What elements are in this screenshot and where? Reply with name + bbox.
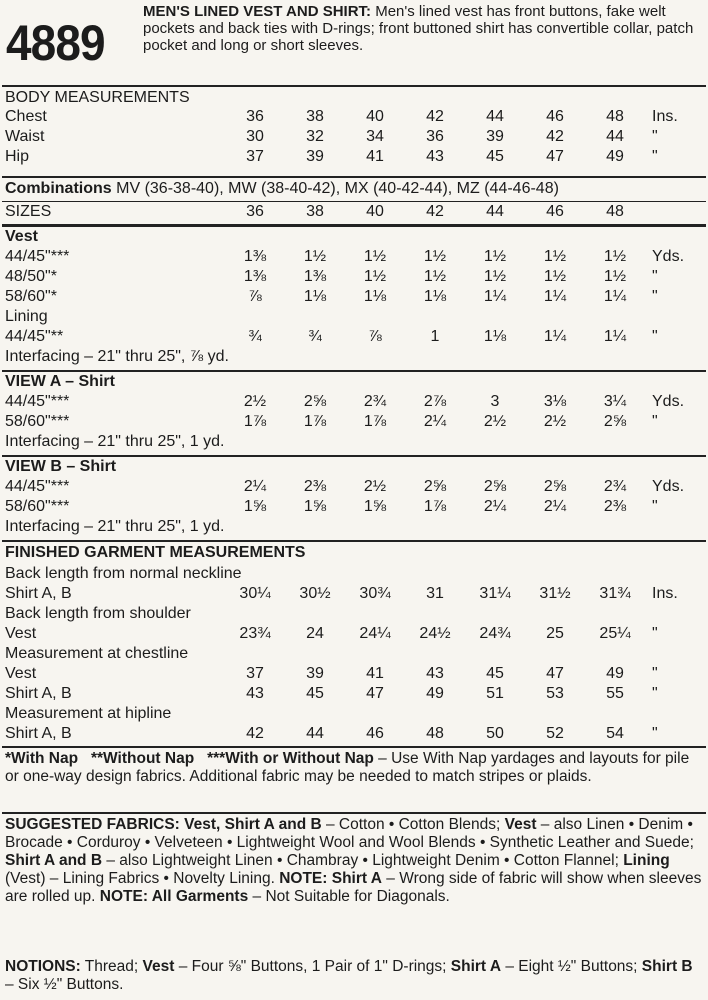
unit-label: Ins. bbox=[652, 585, 678, 602]
size-column-header: 38 bbox=[306, 203, 324, 220]
size-value: 37 bbox=[246, 665, 264, 682]
fabrics-strong: NOTE: All Garments bbox=[99, 888, 249, 905]
size-value: 1⅛ bbox=[423, 288, 447, 305]
nap-note bbox=[5, 750, 703, 786]
size-value: 2¾ bbox=[603, 478, 627, 495]
size-value: 31¾ bbox=[599, 585, 631, 602]
size-value: 2½ bbox=[363, 478, 387, 495]
size-value: 47 bbox=[546, 665, 564, 682]
size-value: 54 bbox=[606, 725, 624, 742]
row-label: Shirt A, B bbox=[5, 585, 72, 602]
divider bbox=[2, 455, 706, 457]
size-value: 2½ bbox=[543, 413, 567, 430]
size-value: 23¾ bbox=[239, 625, 271, 642]
size-value: 43 bbox=[426, 148, 444, 165]
size-value: 1⅝ bbox=[303, 498, 327, 515]
combinations-line bbox=[5, 180, 559, 198]
size-value: 51 bbox=[486, 685, 504, 702]
size-value: 31½ bbox=[539, 585, 571, 602]
unit-label: " bbox=[652, 498, 658, 515]
size-value: 40 bbox=[366, 108, 384, 125]
divider bbox=[2, 370, 706, 372]
size-value: 2⅝ bbox=[483, 478, 507, 495]
fabrics-strong: Vest bbox=[504, 816, 537, 833]
size-value: ⅞ bbox=[368, 328, 382, 345]
size-value: 41 bbox=[366, 148, 384, 165]
size-value: 1½ bbox=[423, 248, 447, 265]
finished-subheading: Measurement at chestline bbox=[5, 645, 189, 662]
row-label: 44/45"*** bbox=[5, 248, 70, 265]
sizes-label: SIZES bbox=[5, 203, 52, 220]
size-value: 42 bbox=[246, 725, 264, 742]
notions-text: – Eight ½" Buttons; bbox=[501, 958, 642, 975]
row-label: Vest bbox=[5, 665, 37, 682]
size-value: 1¼ bbox=[543, 288, 567, 305]
size-value: 46 bbox=[366, 725, 384, 742]
with-or-without-nap-key: ***With or Without Nap bbox=[207, 750, 374, 767]
size-column-header: 42 bbox=[426, 203, 444, 220]
size-value: 49 bbox=[606, 148, 624, 165]
size-value: 1½ bbox=[423, 268, 447, 285]
size-column-header: 36 bbox=[246, 203, 264, 220]
size-value: 30½ bbox=[299, 585, 331, 602]
size-value: 2⅝ bbox=[603, 413, 627, 430]
pattern-number: 4889 bbox=[6, 15, 105, 71]
combinations-label: Combinations bbox=[5, 180, 112, 197]
divider bbox=[2, 176, 706, 178]
with-nap-key: *With Nap bbox=[5, 750, 79, 767]
size-value: 39 bbox=[306, 665, 324, 682]
size-value: 36 bbox=[246, 108, 264, 125]
pattern-description bbox=[143, 3, 703, 54]
size-value: 2¼ bbox=[243, 478, 267, 495]
size-value: 1⅛ bbox=[363, 288, 387, 305]
size-value: 1⅜ bbox=[243, 248, 267, 265]
unit-label: " bbox=[652, 328, 658, 345]
size-value: 1⅛ bbox=[483, 328, 507, 345]
unit-label: " bbox=[652, 288, 658, 305]
row-label: Chest bbox=[5, 108, 47, 125]
unit-label: " bbox=[652, 128, 658, 145]
size-value: 55 bbox=[606, 685, 624, 702]
size-value: 1⅝ bbox=[363, 498, 387, 515]
size-value: 1½ bbox=[363, 268, 387, 285]
view-a-interfacing: Interfacing – 21" thru 25", 1 yd. bbox=[5, 433, 225, 450]
size-value: 44 bbox=[606, 128, 624, 145]
size-value: 30¾ bbox=[359, 585, 391, 602]
size-value: 38 bbox=[306, 108, 324, 125]
size-value: 2⅜ bbox=[603, 498, 627, 515]
size-value: 30¼ bbox=[239, 585, 271, 602]
size-value: 48 bbox=[426, 725, 444, 742]
notions-strong: Shirt B bbox=[641, 958, 693, 975]
size-value: 1⅜ bbox=[243, 268, 267, 285]
size-value: 1½ bbox=[303, 248, 327, 265]
size-value: 1¼ bbox=[543, 328, 567, 345]
row-label: Vest bbox=[5, 625, 37, 642]
row-label: 48/50"* bbox=[5, 268, 57, 285]
divider bbox=[2, 201, 706, 202]
divider bbox=[2, 85, 706, 87]
size-value: 31 bbox=[426, 585, 444, 602]
finished-header: FINISHED GARMENT MEASUREMENTS bbox=[5, 544, 306, 561]
fabrics-text: – Wrong side of fabric will show when sleeves are rolled up. bbox=[5, 870, 702, 905]
size-value: 1½ bbox=[543, 248, 567, 265]
size-value: 1¼ bbox=[603, 288, 627, 305]
description-title: MEN'S LINED VEST AND SHIRT: bbox=[143, 3, 372, 20]
size-value: 1½ bbox=[483, 248, 507, 265]
size-value: 1⅞ bbox=[243, 413, 267, 430]
size-value: 1½ bbox=[483, 268, 507, 285]
fabrics-strong: Vest, Shirt A and B bbox=[184, 816, 322, 833]
size-value: 1⅞ bbox=[423, 498, 447, 515]
size-value: 1 bbox=[430, 328, 440, 345]
combinations-text: MV (36-38-40), MW (38-40-42), MX (40-42-44), MZ (44-46-48) bbox=[116, 180, 559, 197]
row-label: 58/60"*** bbox=[5, 413, 70, 430]
size-value: ¾ bbox=[248, 328, 262, 345]
size-value: 43 bbox=[426, 665, 444, 682]
unit-label: Yds. bbox=[652, 248, 685, 265]
finished-subheading: Back length from shoulder bbox=[5, 605, 191, 622]
size-column-header: 46 bbox=[546, 203, 564, 220]
notions-strong: Vest bbox=[142, 958, 175, 975]
size-value: 1½ bbox=[543, 268, 567, 285]
vest-interfacing: Interfacing – 21" thru 25", ⅞ yd. bbox=[5, 348, 229, 365]
size-value: 43 bbox=[246, 685, 264, 702]
size-value: 24¾ bbox=[479, 625, 511, 642]
divider bbox=[2, 540, 706, 542]
row-label: 58/60"* bbox=[5, 288, 57, 305]
size-value: 3 bbox=[490, 393, 500, 410]
notions-text: Thread; bbox=[80, 958, 143, 975]
nap-note-text: – Use With Nap yardages and layouts for pile or one-way design fabrics. Additional fabric may be needed to match stripes or plaids. bbox=[5, 750, 690, 785]
size-value: ¾ bbox=[308, 328, 322, 345]
size-value: 45 bbox=[306, 685, 324, 702]
size-value: 24¼ bbox=[359, 625, 391, 642]
divider bbox=[2, 224, 706, 227]
row-label: 44/45"** bbox=[5, 328, 64, 345]
size-value: 49 bbox=[426, 685, 444, 702]
size-column-header: 48 bbox=[606, 203, 624, 220]
finished-subheading: Back length from normal neckline bbox=[5, 565, 242, 582]
unit-label: Yds. bbox=[652, 393, 685, 410]
size-value: 2½ bbox=[483, 413, 507, 430]
unit-label: " bbox=[652, 665, 658, 682]
size-value: 49 bbox=[606, 665, 624, 682]
size-value: 34 bbox=[366, 128, 384, 145]
finished-subheading: Measurement at hipline bbox=[5, 705, 172, 722]
fabrics-strong: Lining bbox=[623, 852, 670, 869]
size-value: 47 bbox=[366, 685, 384, 702]
fabrics-text: – Not Suitable for Diagonals. bbox=[248, 888, 450, 905]
fabrics-text: (Vest) – Lining Fabrics • Novelty Lining. bbox=[5, 870, 280, 887]
size-value: 1⅞ bbox=[303, 413, 327, 430]
size-value: 1⅜ bbox=[303, 268, 327, 285]
size-value: 48 bbox=[606, 108, 624, 125]
description-text: Men's lined vest has front buttons, fake welt pockets and back ties with D-rings; front buttoned shirt has convertible collar, patch pocket and long or short sleeves. bbox=[143, 3, 694, 54]
size-value: 46 bbox=[546, 108, 564, 125]
divider bbox=[2, 812, 706, 814]
notions-label: NOTIONS: bbox=[5, 958, 81, 975]
size-value: 1⅛ bbox=[303, 288, 327, 305]
size-value: 36 bbox=[426, 128, 444, 145]
size-value: 2¼ bbox=[543, 498, 567, 515]
size-value: 39 bbox=[486, 128, 504, 145]
size-value: 2¾ bbox=[363, 393, 387, 410]
size-column-header: 44 bbox=[486, 203, 504, 220]
size-value: 31¼ bbox=[479, 585, 511, 602]
fabrics-strong: Shirt A and B bbox=[5, 852, 103, 869]
size-value: 2½ bbox=[243, 393, 267, 410]
size-value: 45 bbox=[486, 148, 504, 165]
notions-text: – Four ⅝" Buttons, 1 Pair of 1" D-rings; bbox=[174, 958, 451, 975]
unit-label: " bbox=[652, 413, 658, 430]
size-value: 44 bbox=[486, 108, 504, 125]
size-value: 3⅛ bbox=[543, 393, 567, 410]
size-value: 1⅞ bbox=[363, 413, 387, 430]
unit-label: " bbox=[652, 148, 658, 165]
unit-label: Ins. bbox=[652, 108, 678, 125]
size-value: 47 bbox=[546, 148, 564, 165]
fabrics-text: – also Lightweight Linen • Chambray • Lightweight Denim • Cotton Flannel; bbox=[102, 852, 624, 869]
row-label: 44/45"*** bbox=[5, 393, 70, 410]
row-label: Hip bbox=[5, 148, 30, 165]
fabrics-text: – Cotton • Cotton Blends; bbox=[321, 816, 505, 833]
size-value: 2⅞ bbox=[423, 393, 447, 410]
unit-label: " bbox=[652, 268, 658, 285]
size-value: 25 bbox=[546, 625, 564, 642]
size-value: 52 bbox=[546, 725, 564, 742]
unit-label: " bbox=[652, 625, 658, 642]
size-value: 50 bbox=[486, 725, 504, 742]
view-a-header: VIEW A – Shirt bbox=[5, 373, 115, 390]
row-label: Shirt A, B bbox=[5, 685, 72, 702]
size-value: 1⅝ bbox=[243, 498, 267, 515]
vest-header: Vest bbox=[5, 228, 38, 245]
size-value: 32 bbox=[306, 128, 324, 145]
size-column-header: 40 bbox=[366, 203, 384, 220]
size-value: 1½ bbox=[363, 248, 387, 265]
row-label: 58/60"*** bbox=[5, 498, 70, 515]
unit-label: Yds. bbox=[652, 478, 685, 495]
size-value: 30 bbox=[246, 128, 264, 145]
size-value: 42 bbox=[546, 128, 564, 145]
unit-label: " bbox=[652, 725, 658, 742]
size-value: 2⅜ bbox=[303, 478, 327, 495]
size-value: 3¼ bbox=[603, 393, 627, 410]
row-label: Waist bbox=[5, 128, 45, 145]
fabrics-text: – also Linen • Denim • Brocade • Corduroy • Velveteen • Lightweight Wool and Wool Blends • Synthetic Leather and Suede; bbox=[5, 816, 694, 851]
size-value: 53 bbox=[546, 685, 564, 702]
size-value: 41 bbox=[366, 665, 384, 682]
body-measurements-header: BODY MEASUREMENTS bbox=[5, 89, 190, 106]
notions-text: – Six ½" Buttons. bbox=[5, 976, 124, 993]
notions-strong: Shirt A bbox=[450, 958, 502, 975]
unit-label: " bbox=[652, 685, 658, 702]
size-value: 2⅝ bbox=[303, 393, 327, 410]
row-label: 44/45"*** bbox=[5, 478, 70, 495]
size-value: 1¼ bbox=[483, 288, 507, 305]
size-value: 2⅝ bbox=[423, 478, 447, 495]
size-value: 2¼ bbox=[423, 413, 447, 430]
divider bbox=[2, 746, 706, 748]
lining-label: Lining bbox=[5, 308, 48, 325]
without-nap-key: **Without Nap bbox=[90, 750, 195, 767]
fabrics-strong: NOTE: Shirt A bbox=[279, 870, 382, 887]
size-value: 2¼ bbox=[483, 498, 507, 515]
size-value: 37 bbox=[246, 148, 264, 165]
size-value: 24 bbox=[306, 625, 324, 642]
size-value: 1¼ bbox=[603, 328, 627, 345]
view-b-header: VIEW B – Shirt bbox=[5, 458, 117, 475]
size-value: ⅞ bbox=[248, 288, 262, 305]
notions bbox=[5, 958, 703, 994]
size-value: 39 bbox=[306, 148, 324, 165]
size-value: 24½ bbox=[419, 625, 451, 642]
size-value: 44 bbox=[306, 725, 324, 742]
size-value: 1½ bbox=[603, 268, 627, 285]
fabrics-label: SUGGESTED FABRICS: bbox=[5, 816, 180, 833]
row-label: Shirt A, B bbox=[5, 725, 72, 742]
size-value: 25¼ bbox=[599, 625, 631, 642]
size-value: 1½ bbox=[603, 248, 627, 265]
size-value: 2⅝ bbox=[543, 478, 567, 495]
size-value: 42 bbox=[426, 108, 444, 125]
view-b-interfacing: Interfacing – 21" thru 25", 1 yd. bbox=[5, 518, 225, 535]
suggested-fabrics bbox=[5, 816, 703, 906]
size-value: 45 bbox=[486, 665, 504, 682]
